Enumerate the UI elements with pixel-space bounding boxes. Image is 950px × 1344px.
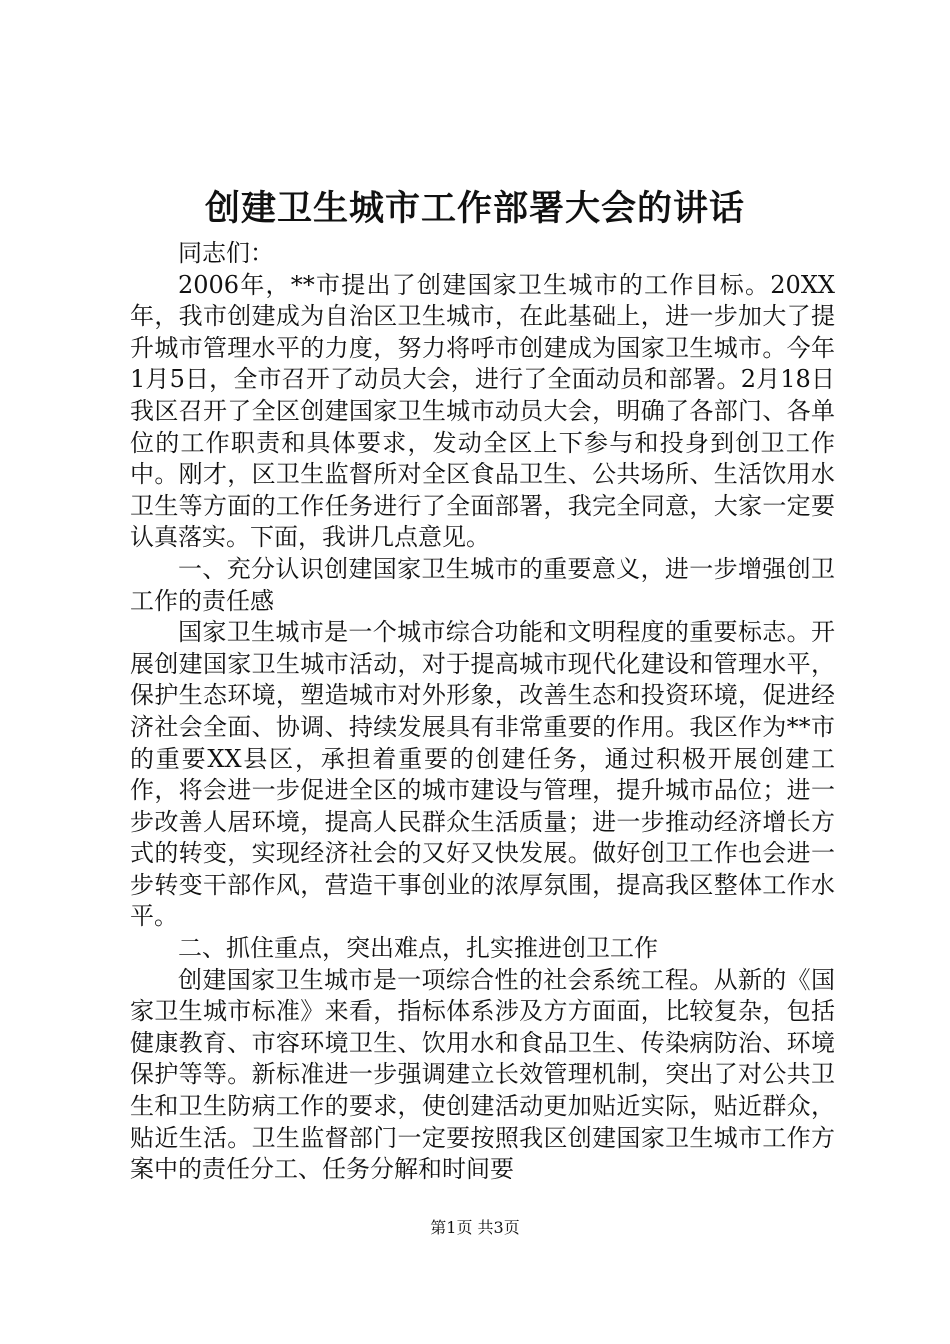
paragraph: 国家卫生城市是一个城市综合功能和文明程度的重要标志。开展创建国家卫生城市活动，对于提高城市现代化建设和管理水平，保护生态环境，塑造城市对外形象，改善生态和投资环境，促进经济社会全面、协调、持续发展具有非常重要的作用。我区作为**市的重要XX县区，承担着重要的创建任务，通过积极开展创建工作，将会进一步促进全区的城市建设与管理，提升城市品位；进一步改善人居环境，提高人民群众生活质量；进一步推动经济增长方式的转变，实现经济社会的又好又快发展。做好创卫工作也会进一步转变干部作风，营造干事创业的浓厚氛围，提高我区整体工作水平。 (130, 618, 835, 931)
section-heading: 二、抓住重点，突出难点，扎实推进创卫工作 (178, 934, 658, 963)
paragraph: 创建国家卫生城市是一项综合性的社会系统工程。从新的《国家卫生城市标准》来看，指标体系涉及方方面面，比较复杂，包括健康教育、市容环境卫生、饮用水和食品卫生、传染病防治、环境保护等等。新标准进一步强调建立长效管理机制，突出了对公共卫生和卫生防病工作的要求，使创建活动更加贴近实际，贴近群众，贴近生活。卫生监督部门一定要按照我区创建国家卫生城市工作方案中的责任分工、任务分解和时间要 (130, 965, 835, 1184)
paragraph: 2006年，**市提出了创建国家卫生城市的工作目标。20XX年，我市创建成为自治区卫生城市，在此基础上，进一步加大了提升城市管理水平的力度，努力将呼市创建成为国家卫生城市。今年1月5日，全市召开了动员大会，进行了全面动员和部署。2月18日我区召开了全区创建国家卫生城市动员大会，明确了各部门、各单位的工作职责和具体要求，发动全区上下参与和投身到创卫工作中。刚才，区卫生监督所对全区食品卫生、公共场所、生活饮用水卫生等方面的工作任务进行了全面部署，我完全同意，大家一定要认真落实。下面，我讲几点意见。 (130, 270, 835, 552)
document-title: 创建卫生城市工作部署大会的讲话 (204, 188, 745, 229)
section-heading: 一、充分认识创建国家卫生城市的重要意义，进一步增强创卫工作的责任感 (130, 554, 835, 615)
salutation: 同志们： (178, 239, 274, 267)
document-body (130, 238, 835, 1186)
page-footer: 第1页 共3页 (430, 1218, 520, 1237)
